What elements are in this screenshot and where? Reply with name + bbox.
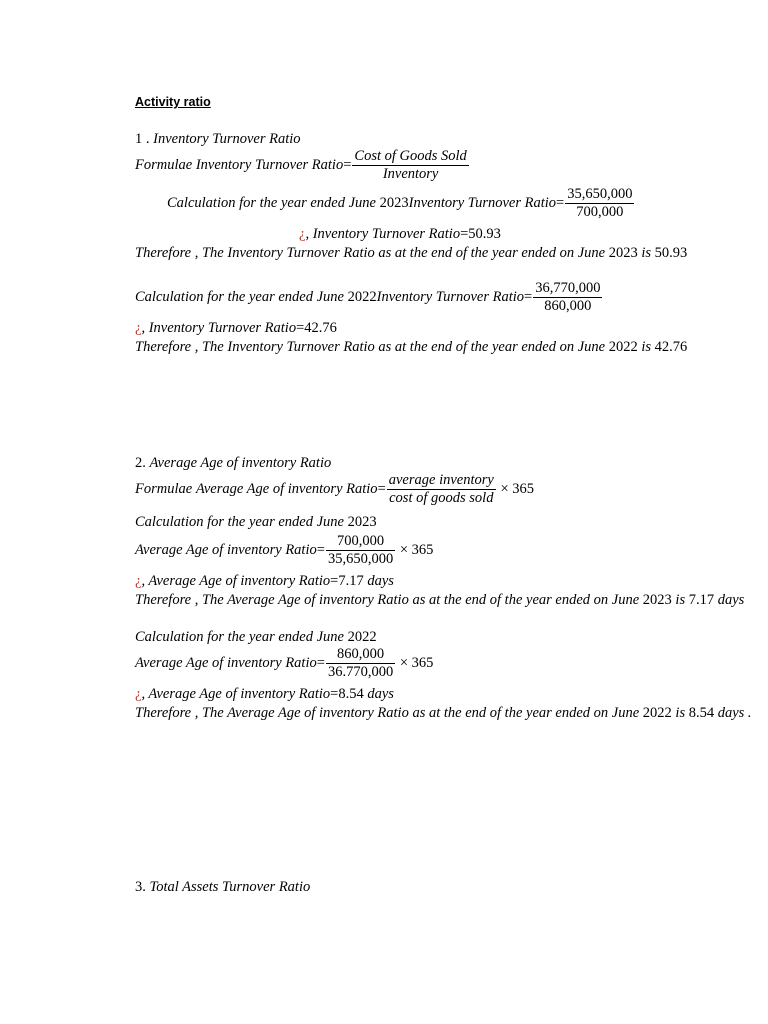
- section-title-text: Average Age of inventory Ratio: [149, 455, 332, 471]
- year: 2022: [347, 288, 377, 305]
- unit: days: [717, 592, 745, 608]
- result-value: 50.93: [654, 245, 688, 261]
- conclusion-text: Therefore , The Average Age of inventory Ratio as at the end of the year ended on June: [135, 705, 640, 721]
- conclusion-text: Therefore , The Inventory Turnover Ratio as at the end of the year ended on June: [135, 245, 606, 261]
- year: 2023: [379, 194, 409, 211]
- equals-sign: =: [316, 541, 325, 558]
- conclusion-text: Therefore , The Average Age of inventory Ratio as at the end of the year ended on June: [135, 592, 640, 608]
- section-title-text: Inventory Turnover Ratio: [153, 131, 301, 147]
- formula-lhs: Inventory Turnover Ratio: [195, 156, 344, 173]
- calculation-label: Calculation for the year ended June: [135, 514, 344, 530]
- conclusion-text: Therefore , The Inventory Turnover Ratio as at the end of the year ended on June: [135, 339, 606, 355]
- multiplier: × 365: [500, 480, 535, 497]
- inverted-question-mark: ¿: [135, 686, 142, 702]
- result-2022-inventory-turnover: [135, 319, 337, 337]
- result-2023-inventory-turnover: [299, 225, 501, 243]
- section-number: 1 .: [135, 131, 150, 147]
- calculation-2022-label: [135, 628, 377, 646]
- year: 2022: [347, 629, 377, 645]
- result-value: 8.54: [688, 705, 715, 721]
- inverted-question-mark: ¿: [135, 573, 142, 589]
- conclusion-2022-average-age: [135, 704, 752, 722]
- inverted-question-mark: ¿: [299, 226, 306, 242]
- section-title-text: Total Assets Turnover Ratio: [149, 879, 311, 895]
- equals-sign: =: [556, 194, 565, 211]
- denominator: 35,650,000: [327, 551, 394, 567]
- formula-lhs: Average Age of inventory Ratio: [135, 541, 317, 558]
- denominator: 700,000: [565, 203, 634, 221]
- equals-sign: =: [524, 288, 533, 305]
- conclusion-2023-average-age: [135, 591, 744, 609]
- is-word: is: [675, 592, 686, 608]
- result-value: 42.76: [304, 320, 337, 336]
- multiplier: × 365: [399, 541, 434, 558]
- numerator: 36,770,000: [535, 280, 601, 296]
- inverted-question-mark: ¿: [135, 320, 142, 336]
- fraction: [565, 186, 634, 221]
- result-2022-average-age: [135, 685, 394, 703]
- formula-lhs: Average Age of inventory Ratio: [135, 654, 317, 671]
- result-value: 7.17: [688, 592, 715, 608]
- result-value: 7.17: [338, 573, 364, 589]
- page-heading: Activity ratio: [135, 95, 211, 109]
- numerator: average inventory: [388, 472, 494, 488]
- equals-sign: =: [316, 654, 325, 671]
- calculation-label: Calculation for the year ended June: [167, 194, 376, 211]
- equals-sign: =: [330, 573, 339, 589]
- section-2-title: [135, 454, 331, 472]
- unit: days .: [717, 705, 752, 721]
- formulae-label: Formulae: [135, 156, 193, 173]
- fraction: [326, 533, 395, 568]
- formula-inventory-turnover: [135, 148, 470, 183]
- calculation-2022-inventory-turnover: [135, 280, 603, 315]
- result-label: , Inventory Turnover Ratio: [141, 320, 297, 336]
- calculation-label: Calculation for the year ended June: [135, 288, 344, 305]
- calculation-2023-label: [135, 513, 377, 531]
- denominator: 860,000: [533, 297, 602, 315]
- formula-lhs: Inventory Turnover Ratio: [408, 194, 557, 211]
- numerator: 35,650,000: [567, 186, 633, 202]
- multiplier: × 365: [399, 654, 434, 671]
- result-label: , Average Age of inventory Ratio: [141, 686, 331, 702]
- is-word: is: [641, 339, 651, 355]
- equals-sign: =: [460, 226, 469, 242]
- equals-sign: =: [296, 320, 305, 336]
- conclusion-2022-inventory-turnover: [135, 338, 687, 356]
- section-1-title: [135, 130, 301, 148]
- fraction: [533, 280, 602, 315]
- result-value: 8.54: [338, 686, 364, 702]
- equals-sign: =: [330, 686, 339, 702]
- numerator: 700,000: [337, 533, 385, 549]
- numerator: Cost of Goods Sold: [354, 148, 467, 164]
- year: 2023: [608, 245, 638, 261]
- denominator: 36.770,000: [327, 664, 394, 680]
- unit: days: [367, 573, 394, 589]
- result-value: 42.76: [654, 339, 688, 355]
- formula-lhs: Average Age of inventory Ratio: [195, 480, 378, 497]
- result-label: , Inventory Turnover Ratio: [305, 226, 461, 242]
- result-value: 50.93: [468, 226, 501, 242]
- formula-lhs: Inventory Turnover Ratio: [376, 288, 525, 305]
- is-word: is: [641, 245, 651, 261]
- formulae-label: Formulae: [135, 480, 193, 497]
- formula-average-age-inventory: [135, 472, 534, 507]
- section-number: 3.: [135, 879, 146, 895]
- calculation-2023-average-age: [135, 533, 433, 568]
- fraction: [352, 148, 468, 183]
- year: 2022: [642, 705, 672, 721]
- denominator: cost of goods sold: [387, 489, 496, 507]
- is-word: is: [675, 705, 686, 721]
- section-number: 2.: [135, 455, 146, 471]
- section-3-title: [135, 878, 310, 896]
- calculation-label: Calculation for the year ended June: [135, 629, 344, 645]
- year: 2022: [608, 339, 638, 355]
- fraction: [326, 646, 395, 681]
- result-2023-average-age: [135, 572, 394, 590]
- result-label: , Average Age of inventory Ratio: [141, 573, 331, 589]
- conclusion-2023-inventory-turnover: [135, 244, 687, 262]
- fraction: [387, 472, 496, 507]
- equals-sign: =: [377, 480, 386, 497]
- numerator: 860,000: [337, 646, 385, 662]
- equals-sign: =: [343, 156, 352, 173]
- calculation-2022-average-age: [135, 646, 433, 681]
- unit: days: [367, 686, 394, 702]
- year: 2023: [347, 514, 377, 530]
- calculation-2023-inventory-turnover: [167, 186, 635, 221]
- year: 2023: [642, 592, 672, 608]
- denominator: Inventory: [352, 165, 468, 183]
